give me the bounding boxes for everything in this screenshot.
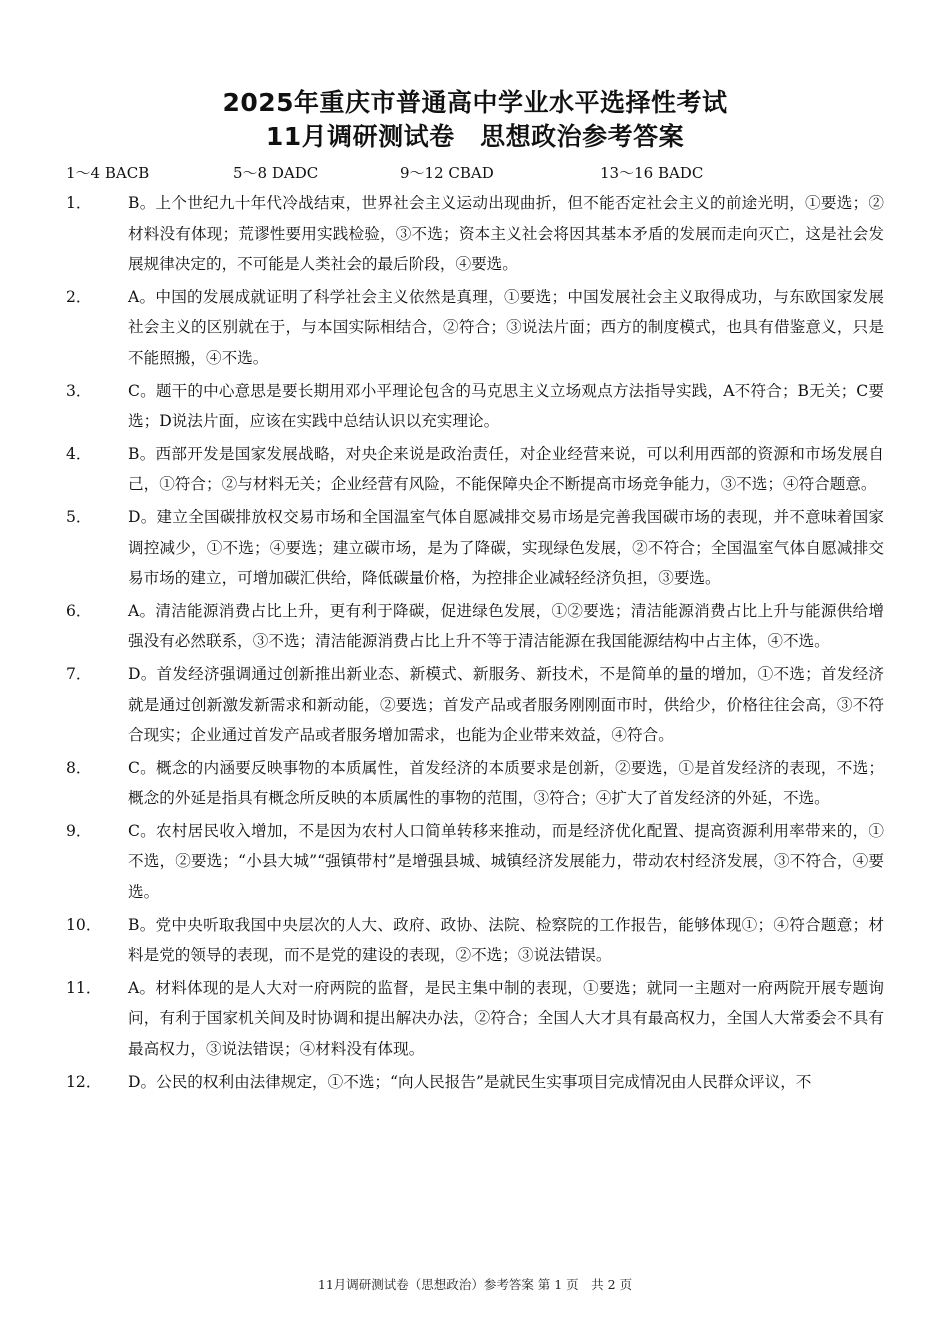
page-title-line2: 11月调研测试卷 思想政治参考答案 — [265, 122, 685, 151]
item-number: 4． — [66, 444, 92, 463]
item-text: C。农村居民收入增加，不是因为农村人口简单转移来推动，而是经济优化配置、提高资源利用率带来的，①不选，②要选；“小县大城”“强镇带村”是增强县城、城镇经济发展能力，带动农村经济发展，③不符合，④要选。 — [128, 821, 884, 902]
item-number: 5． — [66, 507, 92, 526]
item-text: D。公民的权利由法律规定，①不选；“向人民报告”是就民生实事项目完成情况由人民群众评议，不 — [128, 1072, 812, 1091]
item-text: C。概念的内涵要反映事物的本质属性，首发经济的本质要求是创新，②要选，①是首发经济的表现，不选；概念的外延是指具有概念所反映的本质属性的事物的范围，③符合；④扩大了首发经济的外延，不选。 — [128, 758, 884, 808]
item-number: 8． — [66, 758, 92, 777]
answer-key-9-12: 9～12 CBAD — [400, 164, 494, 182]
item-text: C。题干的中心意思是要长期用邓小平理论包含的马克思主义立场观点方法指导实践，A不符合；B无关；C要选；D说法片面，应该在实践中总结认识以充实理论。 — [128, 381, 884, 431]
answer-item-7 — [66, 659, 884, 751]
item-number: 3． — [66, 381, 92, 400]
answer-item-2 — [66, 282, 884, 374]
answer-key-5-8: 5～8 DADC — [233, 164, 319, 182]
page-title-line1: 2025年重庆市普通高中学业水平选择性考试 — [222, 88, 728, 117]
answer-explanations-list — [66, 188, 884, 1097]
answer-item-6 — [66, 596, 884, 657]
item-text: D。首发经济强调通过创新推出新业态、新模式、新服务、新技术，不是简单的量的增加，①不选；首发经济就是通过创新激发新需求和新动能，②要选；首发产品或者服务刚刚面市时，供给少，价格往往会高，③不符合现实；企业通过首发产品或者服务增加需求，也能为企业带来效益，④符合。 — [128, 664, 884, 745]
answer-item-3 — [66, 376, 884, 437]
answer-item-1 — [66, 188, 884, 280]
answer-item-8 — [66, 753, 884, 814]
item-text: B。上个世纪九十年代冷战结束，世界社会主义运动出现曲折，但不能否定社会主义的前途光明，①要选；②材料没有体现；荒谬性要用实践检验，③不选；资本主义社会将因其基本矛盾的发展而走向灭亡，这是社会发展规律决定的，不可能是人类社会的最后阶段，④要选。 — [128, 194, 884, 274]
item-text: A。清洁能源消费占比上升，更有利于降碳，促进绿色发展，①②要选；清洁能源消费占比上升与能源供给增强没有必然联系，③不选；清洁能源消费占比上升不等于清洁能源在我国能源结构中占主体，④不选。 — [128, 601, 884, 651]
item-number: 9． — [66, 821, 92, 840]
item-number: 11． — [66, 978, 102, 997]
answer-key-1-4: 1～4 BACB — [66, 164, 150, 182]
answer-item-10 — [66, 910, 884, 971]
page-footer: 11月调研测试卷（思想政治）参考答案 第 1 页 共 2 页 — [317, 1277, 633, 1292]
item-text: A。中国的发展成就证明了科学社会主义依然是真理，①要选；中国发展社会主义取得成功，与东欧国家发展社会主义的区别就在于，与本国实际相结合，②符合；③说法片面；西方的制度模式，也具有借鉴意义，只是不能照搬，④不选。 — [128, 287, 884, 367]
item-number: 1． — [66, 194, 92, 212]
item-text: B。西部开发是国家发展战略，对央企来说是政治责任，对企业经营来说，可以利用西部的资源和市场发展自己，①符合；②与材料无关；企业经营有风险，不能保障央企不断提高市场竞争能力，③不选；④符合题意。 — [128, 444, 884, 494]
item-number: 10． — [66, 915, 102, 934]
answer-item-5 — [66, 502, 884, 594]
answer-item-4 — [66, 439, 884, 500]
item-number: 2． — [66, 287, 92, 306]
answer-item-12 — [66, 1067, 884, 1098]
answer-key-row — [66, 162, 884, 184]
item-text: D。建立全国碳排放权交易市场和全国温室气体自愿减排交易市场是完善我国碳市场的表现，并不意味着国家调控减少，①不选；④要选；建立碳市场，是为了降碳，实现绿色发展，②不符合；全国温室气体自愿减排交易市场的建立，可增加碳汇供给，降低碳量价格，为控排企业减轻经济负担，③要选。 — [128, 507, 884, 588]
item-text: B。党中央听取我国中央层次的人大、政府、政协、法院、检察院的工作报告，能够体现①；④符合题意；材料是党的领导的表现，而不是党的建设的表现，②不选；③说法错误。 — [128, 915, 884, 965]
answer-item-11 — [66, 973, 884, 1065]
answer-item-9 — [66, 816, 884, 908]
item-number: 6． — [66, 601, 92, 620]
item-text: A。材料体现的是人大对一府两院的监督，是民主集中制的表现，①要选；就同一主题对一府两院开展专题询问，有利于国家机关间及时协调和提出解决办法，②符合；全国人大才具有最高权力，全国人大常委会不具有最高权力，③说法错误；④材料没有体现。 — [128, 978, 884, 1059]
answer-key-13-16: 13～16 BADC — [600, 164, 704, 182]
item-number: 7． — [66, 664, 92, 683]
item-number: 12． — [66, 1072, 102, 1091]
